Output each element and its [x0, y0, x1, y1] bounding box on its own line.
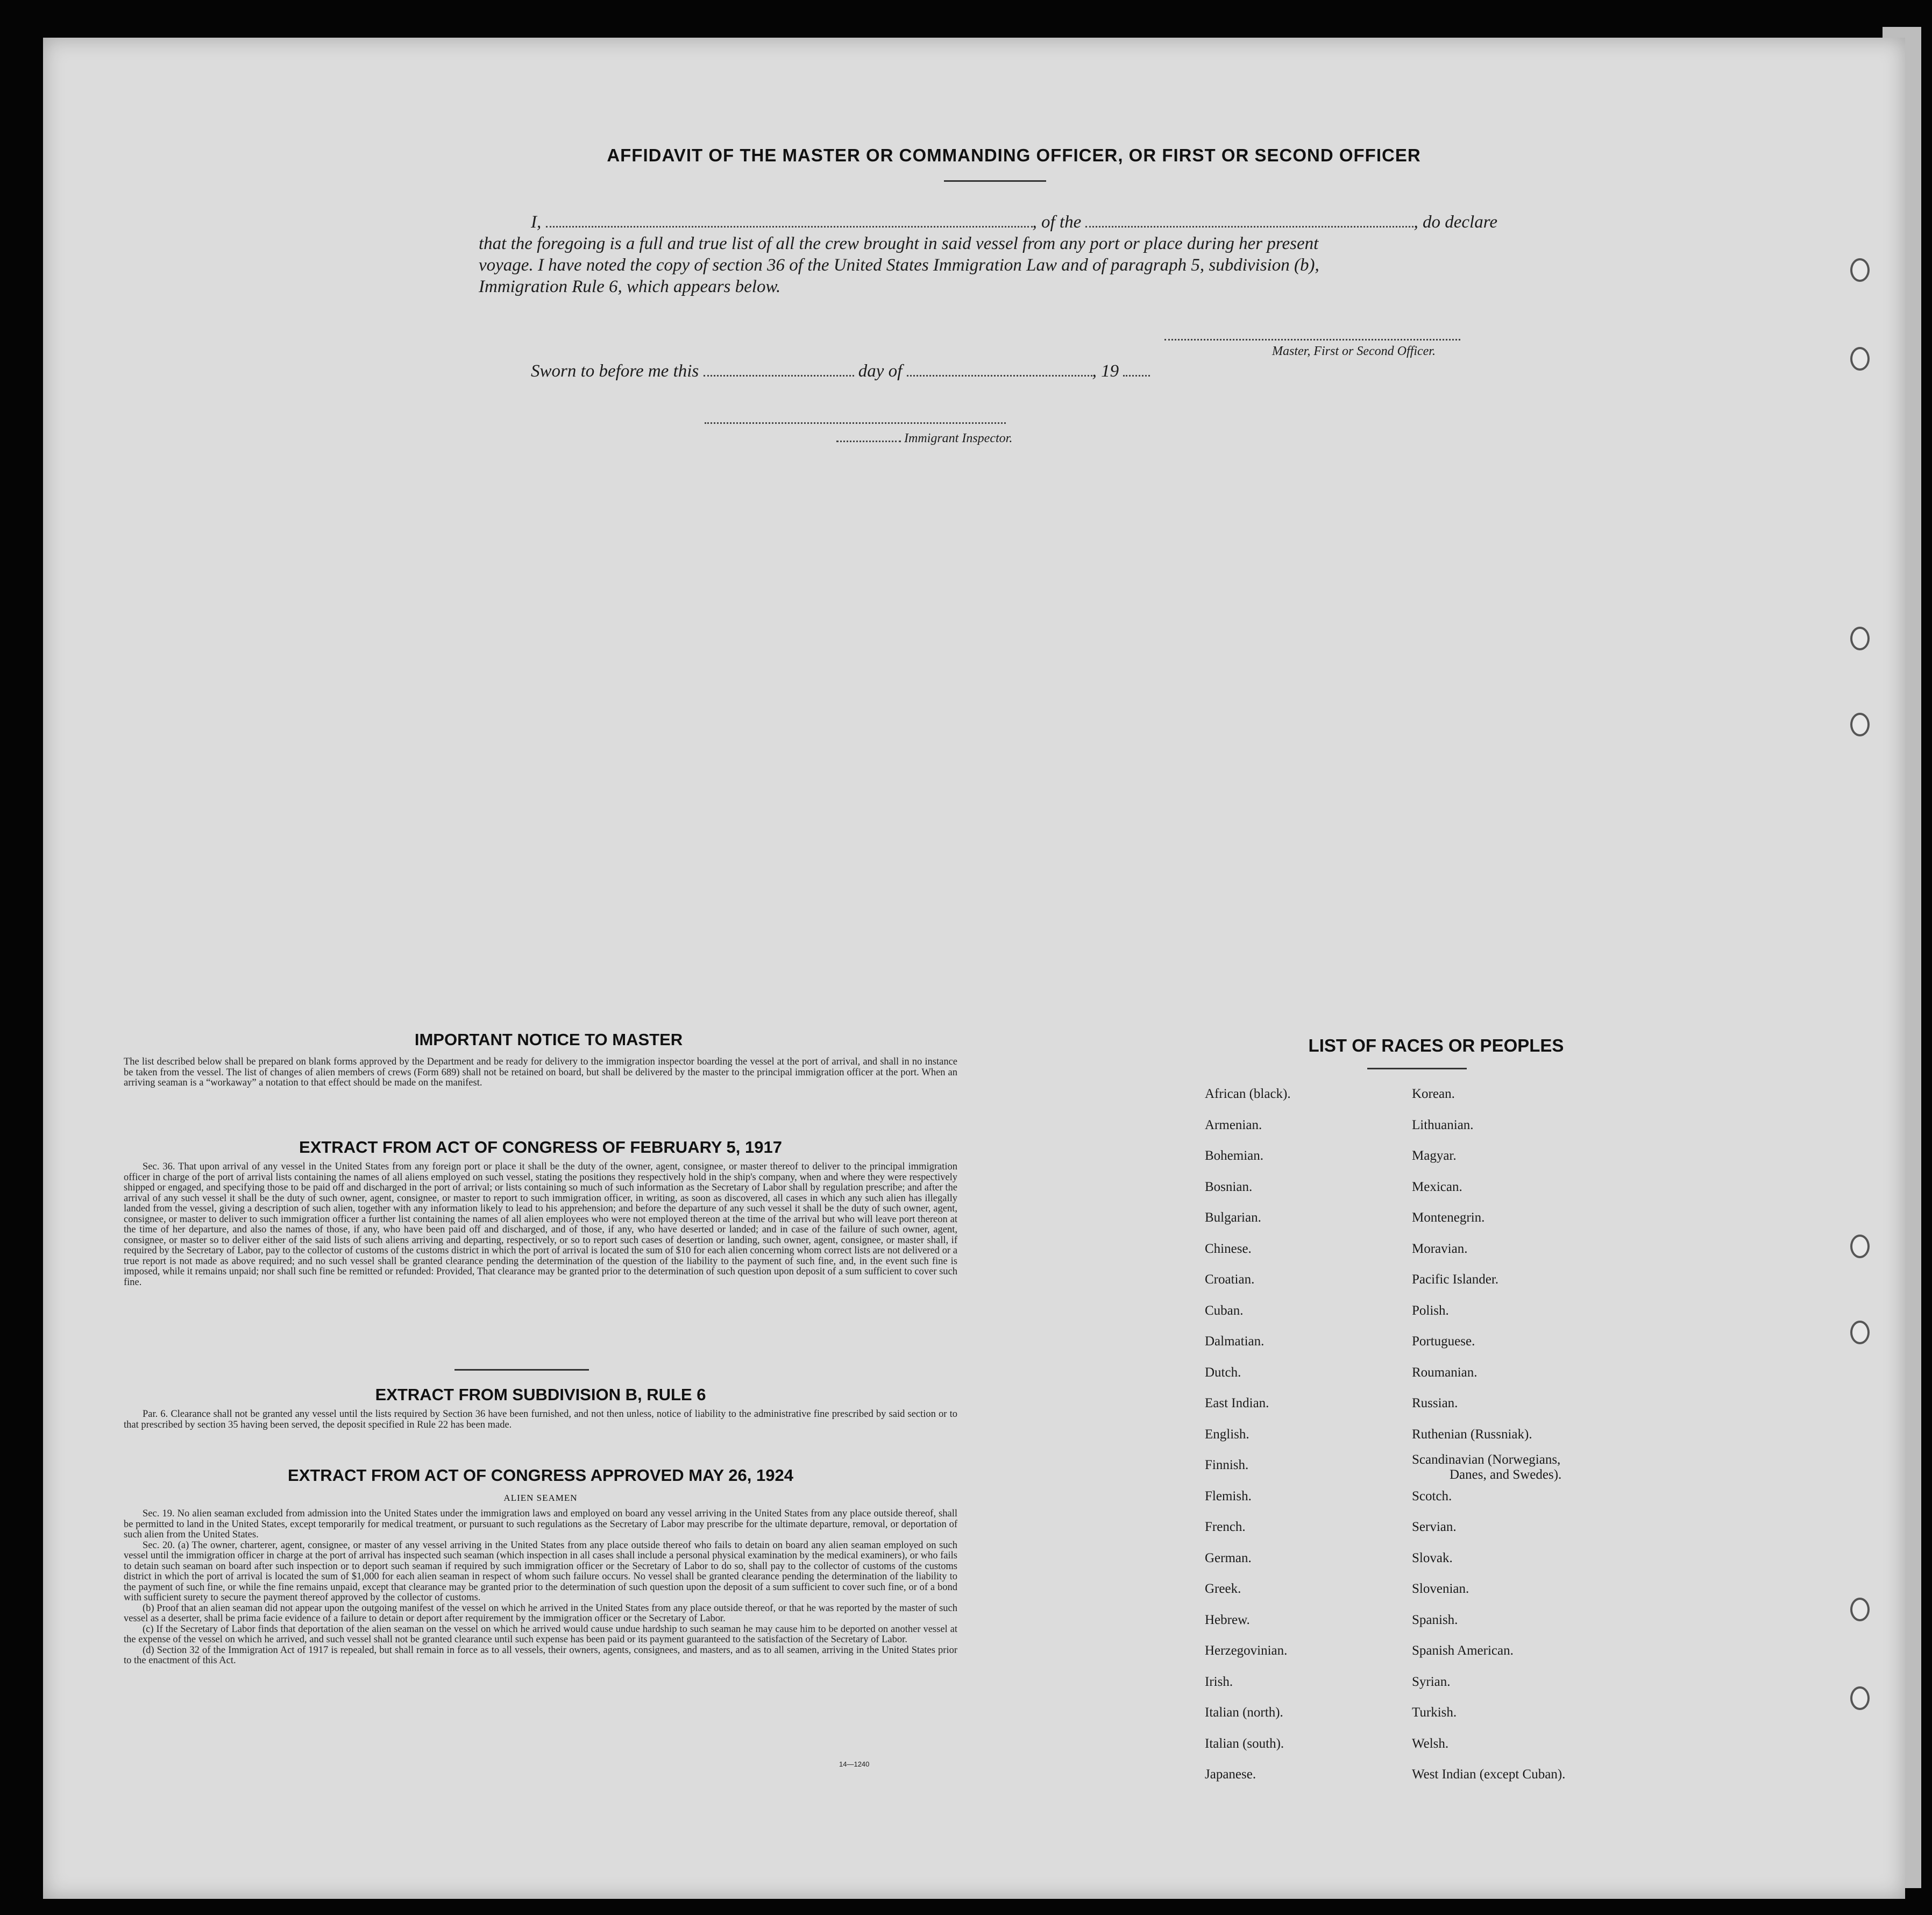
race-item: Armenian.	[1205, 1117, 1262, 1132]
race-item: Lithuanian.	[1412, 1117, 1474, 1132]
punch-hole	[1850, 347, 1870, 371]
race-item: Bulgarian.	[1205, 1210, 1261, 1225]
inspector-signature-line[interactable]	[705, 422, 1006, 424]
race-item: Bosnian.	[1205, 1179, 1253, 1194]
master-signature-label: Master, First or Second Officer.	[1272, 344, 1436, 358]
race-item: Mexican.	[1412, 1179, 1462, 1194]
section-20c-paragraph: (c) If the Secretary of Labor finds that deportation of the alien seaman on the vessel on which he arrived would cause undue hardship to such seaman he may cause him to be deported on another vessel at the expense of the vessel on which he arrived, and such vessel shall not be granted clearance until such expense has been paid or its payment guaranteed to the satisfaction of the Secretary of Labor.	[124, 1623, 957, 1645]
race-item: Slovenian.	[1412, 1581, 1469, 1596]
punch-hole	[1850, 1686, 1870, 1710]
race-item: Welsh.	[1412, 1736, 1449, 1751]
races-title-rule	[1367, 1068, 1467, 1069]
notice-title: IMPORTANT NOTICE TO MASTER	[414, 1030, 683, 1049]
form-sheet	[43, 38, 1905, 1899]
race-item: Russian.	[1412, 1396, 1458, 1410]
race-item: Turkish.	[1412, 1705, 1457, 1720]
vessel-name-field[interactable]	[1085, 223, 1414, 228]
extract-rule6-title: EXTRACT FROM SUBDIVISION B, RULE 6	[375, 1385, 706, 1404]
section-divider	[454, 1369, 589, 1371]
punch-hole	[1850, 627, 1870, 650]
race-item: Magyar.	[1412, 1148, 1457, 1163]
extract-rule6-body: Par. 6. Clearance shall not be granted any vessel until the lists required by Section 36 have been furnished, and not then unless, notice of liability to the administrative fine prescribed by said section or to that prescribed by section 35 having been served, the deposit specified in Rule 22 has been made.	[124, 1409, 957, 1430]
declarant-name-field[interactable]	[546, 223, 1033, 228]
affidavit-line-3: voyage. I have noted the copy of section 36 of the United States Immigration Law and of paragraph 5, subdivision (b),	[479, 256, 1319, 275]
affidavit-line-2: that the foregoing is a full and true list of all the crew brought in said vessel from any port or place during her present	[479, 234, 1319, 253]
race-item: Ruthenian (Russniak).	[1412, 1427, 1532, 1442]
punch-hole	[1850, 713, 1870, 736]
race-item: Cuban.	[1205, 1303, 1244, 1318]
race-item: Servian.	[1412, 1520, 1457, 1534]
title-rule	[944, 180, 1046, 182]
vessel-prefix: , of the	[1032, 212, 1082, 232]
punch-hole	[1850, 1235, 1870, 1258]
race-item: East Indian.	[1205, 1396, 1269, 1410]
race-item: Montenegrin.	[1412, 1210, 1485, 1225]
race-item: Italian (north).	[1205, 1705, 1283, 1720]
sworn-prefix: Sworn to before me this	[531, 361, 699, 381]
section-19-paragraph: Sec. 19. No alien seaman excluded from admission into the United States under the immigration laws and employed on board any vessel arriving in the United States from any place outside thereof, shall be permitted to land in the United States, except temporarily for medical treatment, or pursuant to such regulations as the Secretary of Labor may prescribe for the ultimate departure, removal, or deportation of such alien from the United States.	[124, 1508, 957, 1540]
punch-hole	[1850, 258, 1870, 282]
punch-hole	[1850, 1321, 1870, 1344]
race-item: German.	[1205, 1550, 1252, 1565]
extract-1924-body	[124, 1509, 957, 1666]
extract-1917-title: EXTRACT FROM ACT OF CONGRESS OF FEBRUARY 5, 1917	[299, 1138, 782, 1157]
alien-seamen-subtitle: ALIEN SEAMEN	[503, 1493, 578, 1503]
extract-1917-body: Sec. 36. That upon arrival of any vessel in the United States from any foreign port or place it shall be the duty of the owner, agent, consignee, or master thereof to deliver to the principal immigration officer in charge of the port of arrival lists containing the names of all aliens employed on such vessel, stating the positions they respectively hold in the ship's company, when and where they were respectively shipped or engaged, and specifying those to be paid off and discharged in the port of arrival; or lists containing so much of such information as the Secretary of Labor shall by regulation prescribe; and after the arrival of any such vessel it shall be the duty of such owner, agent, consignee, or master to report to such immigration officer, in writing, as soon as discovered, all cases in which any such alien has illegally landed from the vessel, giving a description of such alien, together with any information likely to lead to his apprehension; and before the departure of any such vessel it shall be the duty of such owner, agent, consignee, or master to deliver to such immigration officer a further list containing the names of all alien employees who were not employed thereon at the time of the arrival but who will leave port thereon at the time of her departure, and also the names of those, if any, who have been paid off and discharged, and of those, if any, who have deserted or landed; and in case of the failure of such owner, agent, consignee, or master so to deliver either of the said lists of such aliens arriving and departing, respectively, or so to report such cases of desertion or landing, such owner, agent, consignee, or master shall, if required by the Secretary of Labor, pay to the collector of customs of the customs district in which the port of arrival is located the sum of $10 for each alien concerning whom correct lists are not delivered or a true report is not made as above required; and no such vessel shall be granted clearance pending the determination of the question of the liability to the payment of such fine, and, in the event such fine is imposed, while it remains unpaid; nor shall such fine be remitted or refunded: Provided, That clearance may be granted prior to the determination of such question upon deposit of a sum sufficient to cover such fine.	[124, 1161, 957, 1288]
race-item: Scandinavian (Norwegians,	[1412, 1452, 1561, 1467]
race-item: Irish.	[1205, 1674, 1233, 1689]
race-item: Dutch.	[1205, 1365, 1241, 1380]
race-item: Polish.	[1412, 1303, 1449, 1318]
race-item: Hebrew.	[1205, 1612, 1250, 1627]
race-item: Herzegovinian.	[1205, 1643, 1288, 1658]
race-item: Greek.	[1205, 1581, 1241, 1596]
affidavit-line-4: Immigration Rule 6, which appears below.	[479, 277, 781, 296]
race-item-continuation: Danes, and Swedes).	[1450, 1467, 1562, 1482]
race-item: Scotch.	[1412, 1488, 1452, 1503]
race-item: Flemish.	[1205, 1488, 1252, 1503]
race-item: Croatian.	[1205, 1272, 1255, 1287]
declarant-prefix: I,	[531, 212, 542, 232]
sworn-day-field[interactable]	[704, 372, 854, 377]
race-item: Korean.	[1412, 1087, 1455, 1101]
sworn-line	[531, 361, 1150, 381]
section-20a-paragraph: Sec. 20. (a) The owner, charterer, agent, consignee, or master of any vessel arriving in the United States from any place outside thereof who fails to detain on board any alien seaman employed on such vessel until the immigration officer in charge at the port of arrival has inspected such seaman (which inspection in all cases shall include a personal physical examination by the medical examiners), or who fails to detain such seaman on board after such inspection or to deport such seaman if required by such immigration officer or the Secretary of Labor to do so, shall pay to the collector of customs of the customs district in which the port of arrival is located the sum of $1,000 for each alien seaman in respect of whom such failure occurs. No vessel shall be granted clearance pending the determination of the liability to the payment of such fine, or while the fine remains unpaid, except that clearance may be granted prior to the determination of such question upon the deposit of a sum sufficient to cover such fine, or of a bond with sufficient surety to secure the payment thereof approved by the collector of customs.	[124, 1540, 957, 1603]
form-number: 14—1240	[839, 1760, 870, 1768]
inspector-label	[836, 431, 1012, 446]
race-item: Japanese.	[1205, 1767, 1256, 1782]
punch-hole	[1850, 1598, 1870, 1621]
inspector-prefix-dots	[836, 437, 901, 442]
sworn-year-prefix: , 19	[1092, 361, 1119, 381]
race-item: Dalmatian.	[1205, 1334, 1265, 1349]
affidavit-title: AFFIDAVIT OF THE MASTER OR COMMANDING OFFICER, OR FIRST OR SECOND OFFICER	[607, 145, 1421, 165]
section-20b-paragraph: (b) Proof that an alien seaman did not appear upon the outgoing manifest of the vessel on which he arrived in the United States from any place outside thereof, or that he was reported by the master of such vessel as a deserter, shall be prima facie evidence of a failure to detain or deport after requirement by the immigration officer or the Secretary of Labor.	[124, 1602, 957, 1624]
master-signature-line[interactable]	[1164, 339, 1460, 341]
races-title: LIST OF RACES OR PEOPLES	[1308, 1035, 1564, 1055]
race-item: Syrian.	[1412, 1674, 1451, 1689]
sworn-day-of: day of	[858, 361, 903, 381]
extract-1924-title: EXTRACT FROM ACT OF CONGRESS APPROVED MAY 26, 1924	[288, 1466, 793, 1485]
race-item: Spanish American.	[1412, 1643, 1514, 1658]
race-item: Bohemian.	[1205, 1148, 1264, 1163]
affidavit-line-1	[531, 212, 1497, 232]
sworn-month-field[interactable]	[907, 372, 1092, 377]
race-item: Roumanian.	[1412, 1365, 1478, 1380]
race-item: English.	[1205, 1427, 1249, 1442]
notice-body: The list described below shall be prepared on blank forms approved by the Department and be ready for delivery to the immigration inspector boarding the vessel at the port of arrival, and shall in no instance be taken from the vessel. The list of changes of alien members of crews (Form 689) shall not be retained on board, but shall be delivered by the master to the principal immigration officer at the port. When an arriving seaman is a “workaway” a notation to that effect should be made on the manifest.	[124, 1056, 957, 1088]
race-item: Pacific Islander.	[1412, 1272, 1499, 1287]
race-item: French.	[1205, 1520, 1246, 1534]
inspector-label-text: Immigrant Inspector.	[904, 431, 1013, 445]
race-item: Moravian.	[1412, 1241, 1468, 1256]
race-item: Slovak.	[1412, 1550, 1453, 1565]
sworn-year-field[interactable]	[1123, 372, 1150, 377]
race-item: Portuguese.	[1412, 1334, 1475, 1349]
race-item: Italian (south).	[1205, 1736, 1284, 1751]
race-item: Chinese.	[1205, 1241, 1252, 1256]
race-item: Spanish.	[1412, 1612, 1458, 1627]
race-item: West Indian (except Cuban).	[1412, 1767, 1566, 1782]
race-item: Finnish.	[1205, 1458, 1249, 1472]
declare-text: , do declare	[1414, 212, 1497, 232]
race-item: African (black).	[1205, 1087, 1291, 1101]
section-20d-paragraph: (d) Section 32 of the Immigration Act of 1917 is repealed, but shall remain in force as to all vessels, their owners, agents, consignees, and masters, and as to all seamen, arriving in the United States prior to the enactment of this Act.	[124, 1644, 957, 1666]
